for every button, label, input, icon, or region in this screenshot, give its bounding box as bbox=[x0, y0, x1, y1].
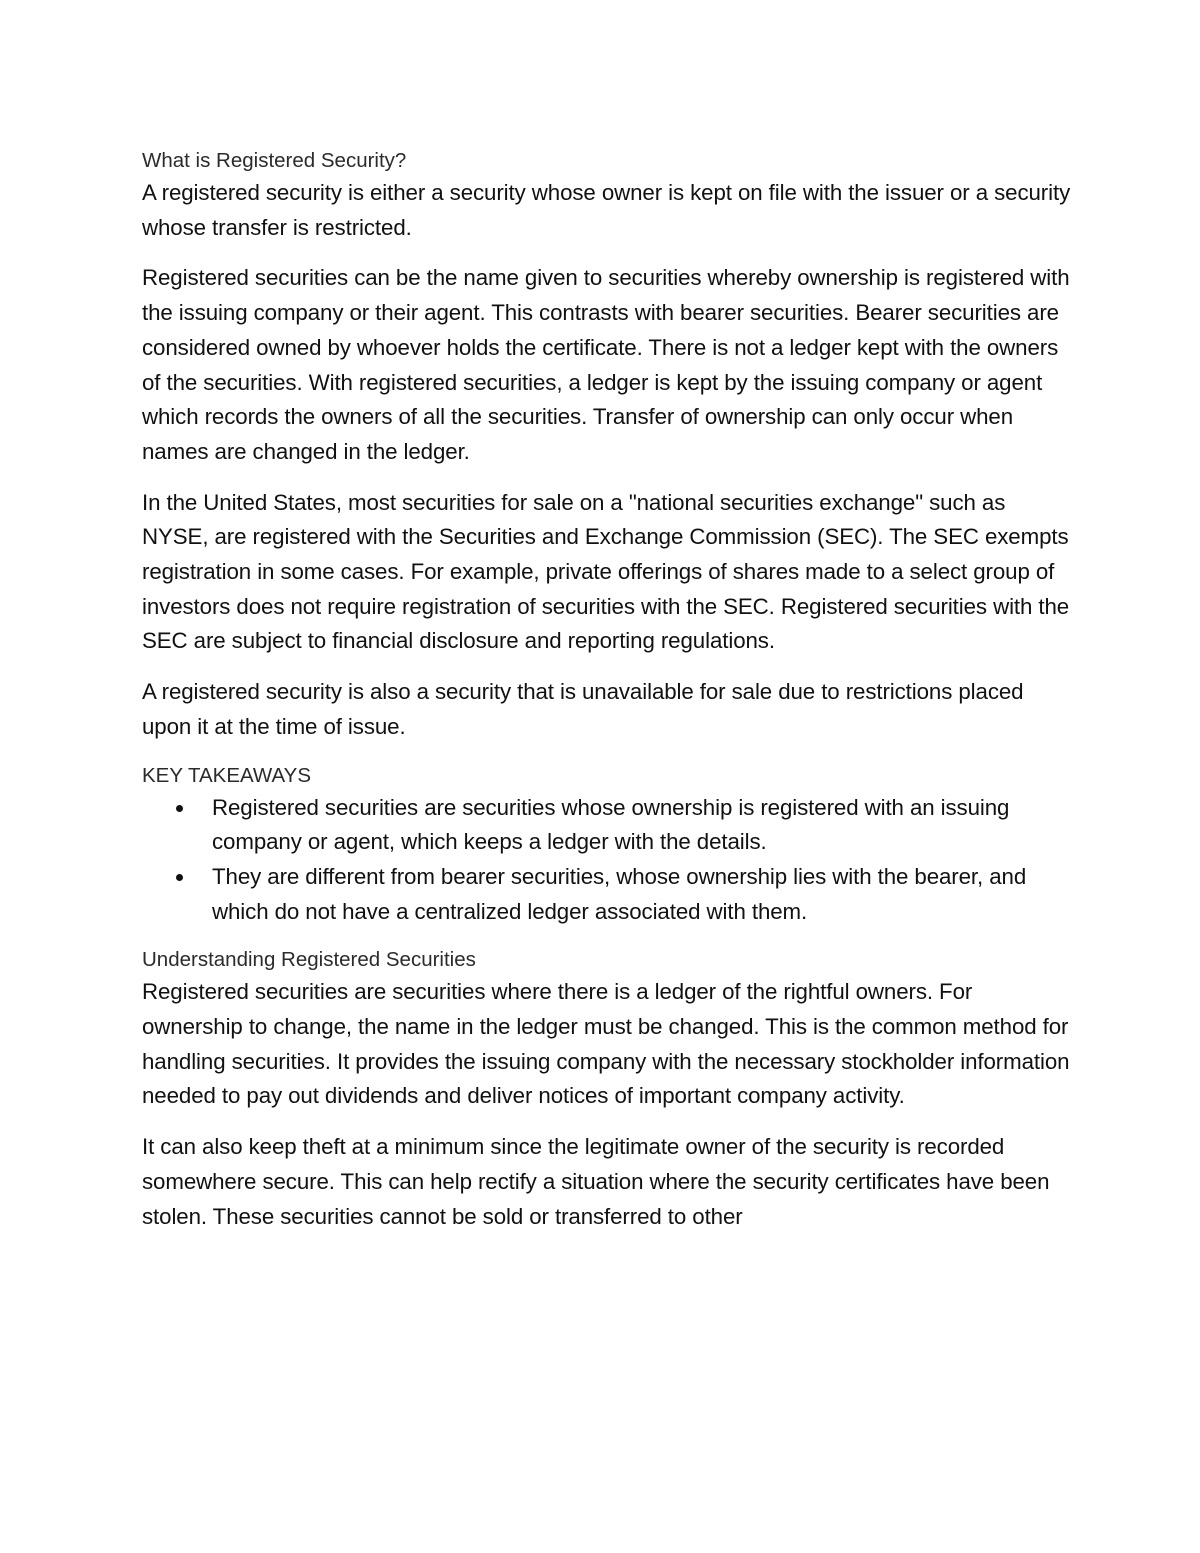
document-body bbox=[142, 146, 1072, 1234]
bullet-icon bbox=[176, 874, 183, 881]
paragraph-united-states-sec: In the United States, most securities for sale on a "national securities exchange" such as NYSE, are registered with the Securities and Exchange Commission (SEC). The SEC exempts registration in some cases. For example, private offerings of shares made to a select group of investors does not require registration of securities with the SEC. Registered securities with the SEC are subject to financial disclosure and reporting regulations. bbox=[142, 489, 1070, 654]
key-takeaways-list bbox=[142, 791, 1072, 930]
list-item-text: They are different from bearer securities, whose ownership lies with the bearer, and which do not have a centralized ledger associated with them. bbox=[212, 863, 1027, 924]
list-item bbox=[142, 860, 1072, 929]
list-item-text: Registered securities are securities whose ownership is registered with an issuing company or agent, which keeps a ledger with the details. bbox=[212, 794, 1010, 855]
list-item bbox=[142, 791, 1072, 860]
bullet-icon bbox=[176, 805, 183, 812]
section-heading-what-is-registered-security: What is Registered Security? bbox=[142, 149, 407, 172]
section-heading-key-takeaways: KEY TAKEAWAYS bbox=[142, 763, 311, 787]
paragraph-definition: A registered security is either a security whose owner is kept on file with the issuer or a security whose transfer is restricted. bbox=[142, 180, 1071, 240]
paragraph-ownership-registration: Registered securities can be the name given to securities whereby ownership is registered with the issuing company or their agent. This contrasts with bearer securities. Bearer securities are considered owned by whoever holds the certificate. There is not a ledger kept with the owners of the securities. With registered securities, a ledger is kept by the issuing company or agent which records the owners of all the securities. Transfer of ownership can only occur when names are changed in the ledger. bbox=[142, 265, 1070, 464]
paragraph-restricted-sale: A registered security is also a security that is unavailable for sale due to restrictions placed upon it at the time of issue. bbox=[142, 679, 1024, 739]
paragraph-theft-prevention: It can also keep theft at a minimum since the legitimate owner of the security is recorded somewhere secure. This can help rectify a situation where the security certificates have been stolen. These securities cannot be sold or transferred to other bbox=[142, 1134, 1050, 1229]
paragraph-ledger-of-owners: Registered securities are securities where there is a ledger of the rightful owners. For ownership to change, the name in the ledger must be changed. This is the common method for handling securities. It provides the issuing company with the necessary stockholder information needed to pay out dividends and deliver notices of important company activity. bbox=[142, 979, 1070, 1109]
section-heading-understanding-registered-securities: Understanding Registered Securities bbox=[142, 948, 476, 972]
